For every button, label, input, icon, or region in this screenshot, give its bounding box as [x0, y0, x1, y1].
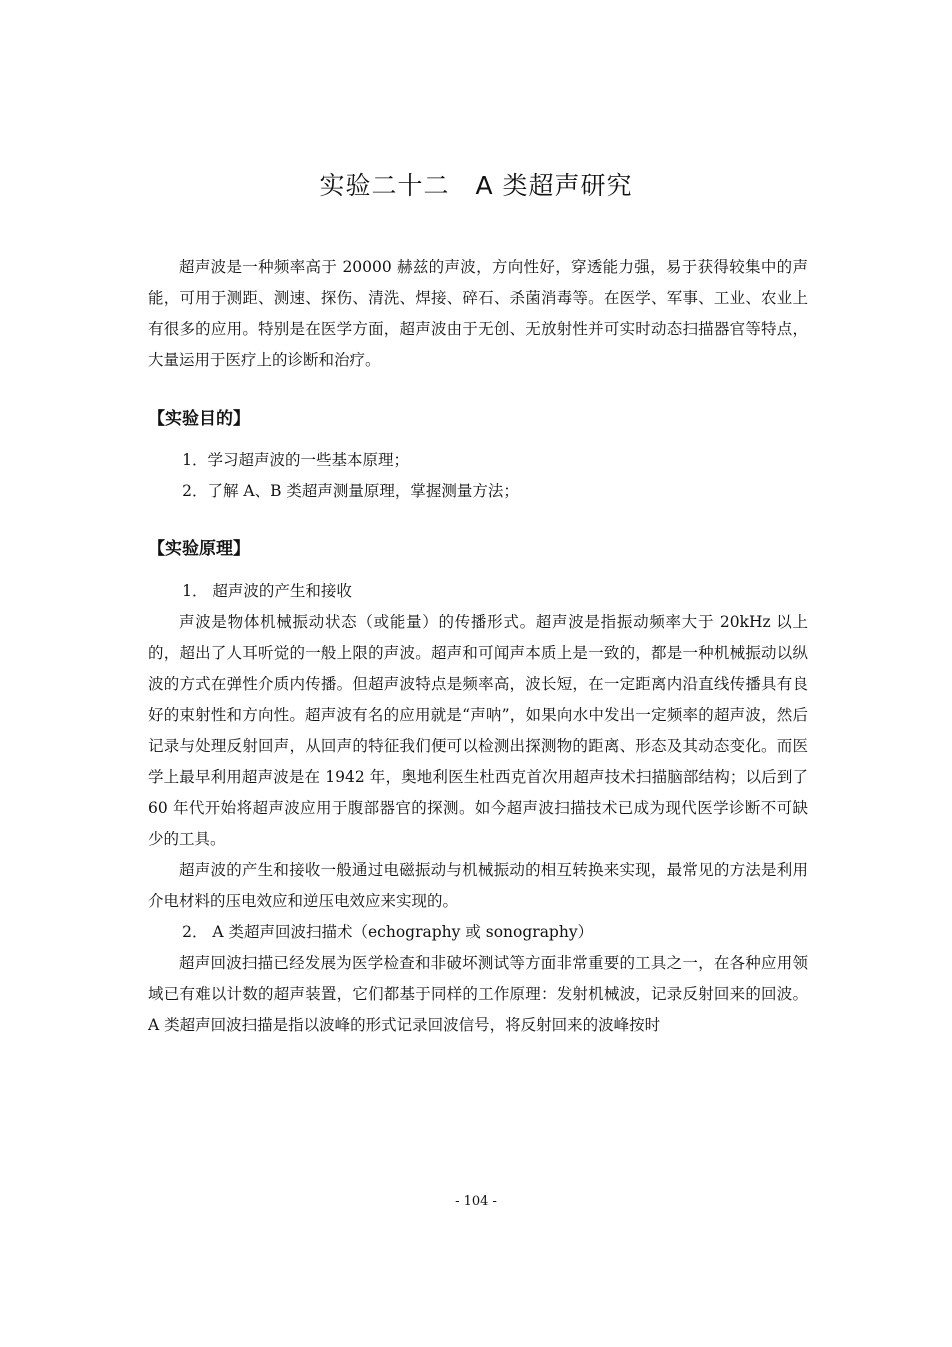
paragraph-generation-method: 超声波的产生和接收一般通过电磁振动与机械振动的相互转换来实现，最常见的方法是利用介电材料的压电效应和逆压电效应来实现的。	[148, 861, 808, 910]
intro-paragraph: 超声波是一种频率高于 20000 赫兹的声波，方向性好，穿透能力强，易于获得较集中的声能，可用于测距、测速、探伤、清洗、焊接、碎石、杀菌消毒等。在医学、军事、工业、农业上有很多的应用。特别是在医学方面，超声波由于无创、无放射性并可实时动态扫描器官等特点，大量运用于医疗上的诊断和治疗。	[148, 258, 808, 369]
document-body	[148, 252, 808, 1041]
subsection-title-a-mode-echography: 2． A 类超声回波扫描术（echography 或 sonography）	[182, 923, 594, 941]
purpose-item-1: 1．学习超声波的一些基本原理；	[182, 451, 409, 469]
paragraph-echo-scanning: 超声回波扫描已经发展为医学检查和非破坏测试等方面非常重要的工具之一，在各种应用领域已有难以计数的超声装置，它们都基于同样的工作原理：发射机械波，记录反射回来的回波。A 类超声回波扫描是指以波峰的形式记录回波信号，将反射回来的波峰按时	[148, 954, 808, 1034]
page-title: 实验二十二 A 类超声研究	[319, 171, 633, 200]
page-number: - 104 -	[455, 1194, 497, 1209]
paragraph-sound-wave: 声波是物体机械振动状态（或能量）的传播形式。超声波是指振动频率大于 20kHz 以上的，超出了人耳听觉的一般上限的声波。超声和可闻声本质上是一致的，都是一种机械振动以纵波的方式在弹性介质内传播。但超声波特点是频率高，波长短，在一定距离内沿直线传播具有良好的束射性和方向性。超声波有名的应用就是“声呐”，如果向水中发出一定频率的超声波，然后记录与处理反射回声，从回声的特征我们便可以检测出探测物的距离、形态及其动态变化。而医学上最早利用超声波是在 1942 年，奥地利医生杜西克首次用超声技术扫描脑部结构；以后到了 60 年代开始将超声波应用于腹部器官的探测。如今超声波扫描技术已成为现代医学诊断不可缺少的工具。	[148, 613, 808, 848]
purpose-item-2: 2．了解 A、B 类超声测量原理，掌握测量方法；	[182, 482, 519, 500]
section-heading-principle: 【实验原理】	[148, 539, 250, 559]
section-heading-purpose: 【实验目的】	[148, 409, 250, 429]
subsection-title-ultrasound-generation: 1． 超声波的产生和接收	[182, 582, 352, 600]
